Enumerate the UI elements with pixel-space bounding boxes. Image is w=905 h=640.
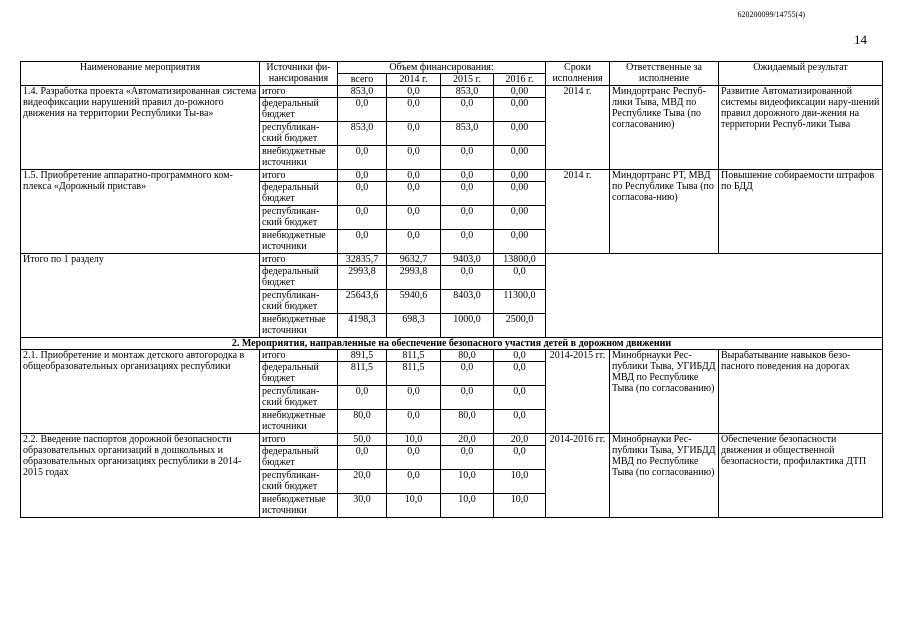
funding-source: внебюджетные источники bbox=[260, 230, 338, 254]
amount-cell: 0,00 bbox=[494, 206, 546, 230]
amount-cell: 9632,7 bbox=[387, 254, 441, 266]
financing-table bbox=[20, 61, 883, 518]
funding-source: внебюджетные источники bbox=[260, 494, 338, 518]
document-id: 620200099/14755(4) bbox=[737, 10, 805, 19]
amount-cell: 32835,7 bbox=[338, 254, 387, 266]
measure-name: 2.2. Введение паспортов дорожной безопасности образовательных организаций в дошкольных и образовательных организациях республики в 2014-2015 годах bbox=[21, 434, 260, 518]
amount-cell: 0,0 bbox=[387, 446, 441, 470]
amount-cell: 0,0 bbox=[494, 446, 546, 470]
result-cell: Развитие Автоматизированной системы видеофиксации нару-шений правил дорожного дви-жения на территории Респуб-лики Тыва bbox=[719, 86, 883, 170]
responsible-cell: Минобрнауки Рес-публики Тыва, УГИБДД МВД по Республике Тыва (по согласованию) bbox=[610, 434, 719, 518]
section-row bbox=[21, 338, 883, 350]
amount-cell: 0,0 bbox=[387, 470, 441, 494]
amount-cell: 20,0 bbox=[338, 470, 387, 494]
section-title: 2. Мероприятия, направленные на обеспечение безопасного участия детей в дорожном движении bbox=[21, 338, 883, 350]
amount-cell: 2993,8 bbox=[387, 266, 441, 290]
amount-cell: 0,0 bbox=[387, 386, 441, 410]
amount-cell: 0,00 bbox=[494, 230, 546, 254]
amount-cell: 0,0 bbox=[441, 170, 494, 182]
funding-source: итого bbox=[260, 86, 338, 98]
amount-cell: 0,0 bbox=[387, 98, 441, 122]
table-row bbox=[21, 86, 883, 98]
amount-cell: 0,0 bbox=[338, 182, 387, 206]
empty-cell bbox=[546, 254, 883, 338]
table-row bbox=[21, 254, 883, 266]
amount-cell: 0,00 bbox=[494, 86, 546, 98]
amount-cell: 0,0 bbox=[338, 386, 387, 410]
table-row bbox=[21, 170, 883, 182]
funding-source: итого bbox=[260, 170, 338, 182]
amount-cell: 10,0 bbox=[387, 494, 441, 518]
header-responsible: Ответственные за исполнение bbox=[610, 62, 719, 86]
amount-cell: 0,0 bbox=[387, 230, 441, 254]
amount-cell: 0,00 bbox=[494, 182, 546, 206]
funding-source: федеральный бюджет bbox=[260, 362, 338, 386]
amount-cell: 811,5 bbox=[338, 362, 387, 386]
amount-cell: 0,0 bbox=[441, 206, 494, 230]
header-result: Ожидаемый результат bbox=[719, 62, 883, 86]
amount-cell: 80,0 bbox=[338, 410, 387, 434]
term-cell: 2014-2016 гг. bbox=[546, 434, 610, 518]
header-2014: 2014 г. bbox=[387, 74, 441, 86]
amount-cell: 2993,8 bbox=[338, 266, 387, 290]
amount-cell: 0,0 bbox=[387, 146, 441, 170]
amount-cell: 80,0 bbox=[441, 410, 494, 434]
funding-source: итого bbox=[260, 350, 338, 362]
amount-cell: 10,0 bbox=[494, 470, 546, 494]
measure-name: 1.4. Разработка проекта «Автоматизированная система видеофиксации нарушений правил до-рожного движения на территории Республики Ты-ва» bbox=[21, 86, 260, 170]
funding-source: республикан-ский бюджет bbox=[260, 386, 338, 410]
amount-cell: 1000,0 bbox=[441, 314, 494, 338]
responsible-cell: Миндортранс Респуб-лики Тыва, МВД по Республике Тыва (по согласованию) bbox=[610, 86, 719, 170]
amount-cell: 4198,3 bbox=[338, 314, 387, 338]
funding-source: республикан-ский бюджет bbox=[260, 470, 338, 494]
amount-cell: 0,0 bbox=[387, 86, 441, 98]
funding-source: внебюджетные источники bbox=[260, 410, 338, 434]
amount-cell: 5940,6 bbox=[387, 290, 441, 314]
amount-cell: 0,0 bbox=[338, 146, 387, 170]
amount-cell: 698,3 bbox=[387, 314, 441, 338]
amount-cell: 0,0 bbox=[338, 446, 387, 470]
funding-source: итого bbox=[260, 434, 338, 446]
funding-source: внебюджетные источники bbox=[260, 314, 338, 338]
amount-cell: 0,0 bbox=[338, 206, 387, 230]
amount-cell: 0,0 bbox=[494, 266, 546, 290]
funding-source: республикан-ский бюджет bbox=[260, 290, 338, 314]
amount-cell: 0,00 bbox=[494, 98, 546, 122]
term-cell: 2014 г. bbox=[546, 86, 610, 170]
amount-cell: 0,0 bbox=[441, 446, 494, 470]
amount-cell: 0,0 bbox=[441, 230, 494, 254]
measure-name: 1.5. Приобретение аппаратно-программного ком-плекса «Дорожный пристав» bbox=[21, 170, 260, 254]
amount-cell: 20,0 bbox=[494, 434, 546, 446]
amount-cell: 0,00 bbox=[494, 146, 546, 170]
amount-cell: 0,0 bbox=[441, 98, 494, 122]
amount-cell: 0,0 bbox=[441, 266, 494, 290]
result-cell: Обеспечение безопасности движения и общественной безопасности, профилактика ДТП bbox=[719, 434, 883, 518]
result-cell: Вырабатывание навыков безо-пасного поведения на дорогах bbox=[719, 350, 883, 434]
funding-source: федеральный бюджет bbox=[260, 98, 338, 122]
amount-cell: 10,0 bbox=[441, 494, 494, 518]
amount-cell: 811,5 bbox=[387, 362, 441, 386]
funding-source: внебюджетные источники bbox=[260, 146, 338, 170]
amount-cell: 0,0 bbox=[494, 410, 546, 434]
amount-cell: 0,00 bbox=[494, 122, 546, 146]
amount-cell: 0,0 bbox=[441, 182, 494, 206]
term-cell: 2014-2015 гг. bbox=[546, 350, 610, 434]
header-name: Наименование мероприятия bbox=[21, 62, 260, 86]
amount-cell: 0,0 bbox=[441, 146, 494, 170]
funding-source: республикан-ский бюджет bbox=[260, 122, 338, 146]
funding-source: федеральный бюджет bbox=[260, 446, 338, 470]
amount-cell: 0,0 bbox=[387, 170, 441, 182]
header-source: Источники фи-нансирования bbox=[260, 62, 338, 86]
amount-cell: 0,0 bbox=[338, 170, 387, 182]
amount-cell: 0,0 bbox=[338, 98, 387, 122]
header-volume: Объем финансирования: bbox=[338, 62, 546, 74]
table-row bbox=[21, 434, 883, 446]
measure-name: 2.1. Приобретение и монтаж детского автогородка в общеобразовательных организациях республики bbox=[21, 350, 260, 434]
amount-cell: 0,00 bbox=[494, 170, 546, 182]
amount-cell: 50,0 bbox=[338, 434, 387, 446]
responsible-cell: Минобрнауки Рес-публики Тыва, УГИБДД МВД по Республике Тыва (по согласованию) bbox=[610, 350, 719, 434]
term-cell: 2014 г. bbox=[546, 170, 610, 254]
amount-cell: 0,0 bbox=[387, 122, 441, 146]
amount-cell: 0,0 bbox=[494, 350, 546, 362]
amount-cell: 891,5 bbox=[338, 350, 387, 362]
amount-cell: 853,0 bbox=[338, 122, 387, 146]
funding-source: итого bbox=[260, 254, 338, 266]
amount-cell: 11300,0 bbox=[494, 290, 546, 314]
measure-name: Итого по 1 разделу bbox=[21, 254, 260, 338]
table-row bbox=[21, 350, 883, 362]
amount-cell: 8403,0 bbox=[441, 290, 494, 314]
responsible-cell: Миндортранс РТ, МВД по Республике Тыва (по согласова-нию) bbox=[610, 170, 719, 254]
amount-cell: 0,0 bbox=[494, 386, 546, 410]
amount-cell: 9403,0 bbox=[441, 254, 494, 266]
header-2016: 2016 г. bbox=[494, 74, 546, 86]
amount-cell: 853,0 bbox=[441, 122, 494, 146]
amount-cell: 10,0 bbox=[387, 434, 441, 446]
amount-cell: 13800,0 bbox=[494, 254, 546, 266]
amount-cell: 20,0 bbox=[441, 434, 494, 446]
result-cell: Повышение собираемости штрафов по БДД bbox=[719, 170, 883, 254]
amount-cell: 0,0 bbox=[387, 410, 441, 434]
amount-cell: 0,0 bbox=[387, 182, 441, 206]
header-2015: 2015 г. bbox=[441, 74, 494, 86]
amount-cell: 853,0 bbox=[338, 86, 387, 98]
amount-cell: 10,0 bbox=[441, 470, 494, 494]
page-number: 14 bbox=[854, 32, 867, 47]
amount-cell: 0,0 bbox=[338, 230, 387, 254]
amount-cell: 0,0 bbox=[494, 362, 546, 386]
funding-source: федеральный бюджет bbox=[260, 182, 338, 206]
header-total: всего bbox=[338, 74, 387, 86]
amount-cell: 30,0 bbox=[338, 494, 387, 518]
funding-source: республикан-ский бюджет bbox=[260, 206, 338, 230]
amount-cell: 811,5 bbox=[387, 350, 441, 362]
funding-source: федеральный бюджет bbox=[260, 266, 338, 290]
amount-cell: 25643,6 bbox=[338, 290, 387, 314]
amount-cell: 2500,0 bbox=[494, 314, 546, 338]
amount-cell: 80,0 bbox=[441, 350, 494, 362]
amount-cell: 0,0 bbox=[441, 362, 494, 386]
amount-cell: 10,0 bbox=[494, 494, 546, 518]
amount-cell: 0,0 bbox=[441, 386, 494, 410]
amount-cell: 853,0 bbox=[441, 86, 494, 98]
header-term: Сроки исполнения bbox=[546, 62, 610, 86]
amount-cell: 0,0 bbox=[387, 206, 441, 230]
